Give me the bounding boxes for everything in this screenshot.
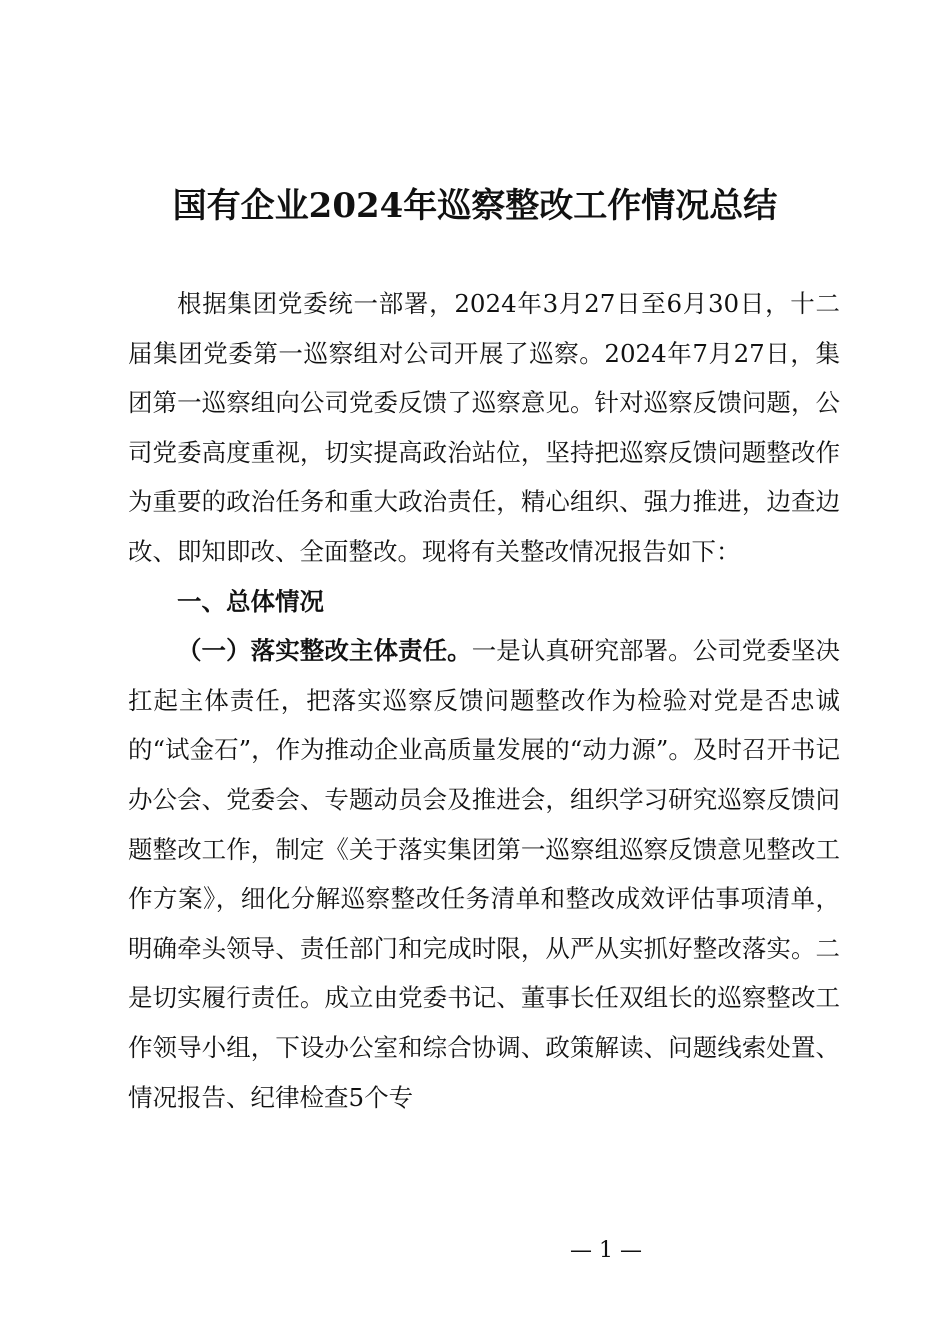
subsection-text-1: 一是认真研究部署。公司党委坚决扛起主体责任，把落实巡察反馈问题整改作为检验对党是否忠诚的“试金石”，作为推动企业高质量发展的“动力源”。及时召开书记办公会、党委会、专题动员会及推进会，组织学习研究巡察反馈问题整改工作，制定《关于落实集团第一巡察组巡察反馈意见整改工作方案》，细化分解巡察整改任务清单和整改成效评估事项清单，明确牵头领导、责任部门和完成时限，从严从实抓好整改落实。二是切实履行责任。成立由党委书记、董事长任双组长的巡察整改工作领导小组，下设办公室和综合协调、政策解读、问题线索处置、情况报告、纪律检查5个专 xyxy=(128,636,841,1112)
subsection-lead-1: （一）落实整改主体责任。 xyxy=(177,636,472,666)
section-heading-overall: 一、总体情况 xyxy=(177,586,324,616)
document-title: 国有企业2024年巡察整改工作情况总结 xyxy=(172,186,778,226)
subsection-paragraph-1 xyxy=(128,626,840,1122)
intro-paragraph: 根据集团党委统一部署，2024年3月27日至6月30日，十二届集团党委第一巡察组对公司开展了巡察。2024年7月27日，集团第一巡察组向公司党委反馈了巡察意见。针对巡察反馈问题，公司党委高度重视，切实提高政治站位，坚持把巡察反馈问题整改作为重要的政治任务和重大政治责任，精心组织、强力推进，边查边改、即知即改、全面整改。现将有关整改情况报告如下： xyxy=(128,289,840,566)
page-number: — 1 — xyxy=(570,1238,642,1263)
document-body xyxy=(128,279,840,1122)
